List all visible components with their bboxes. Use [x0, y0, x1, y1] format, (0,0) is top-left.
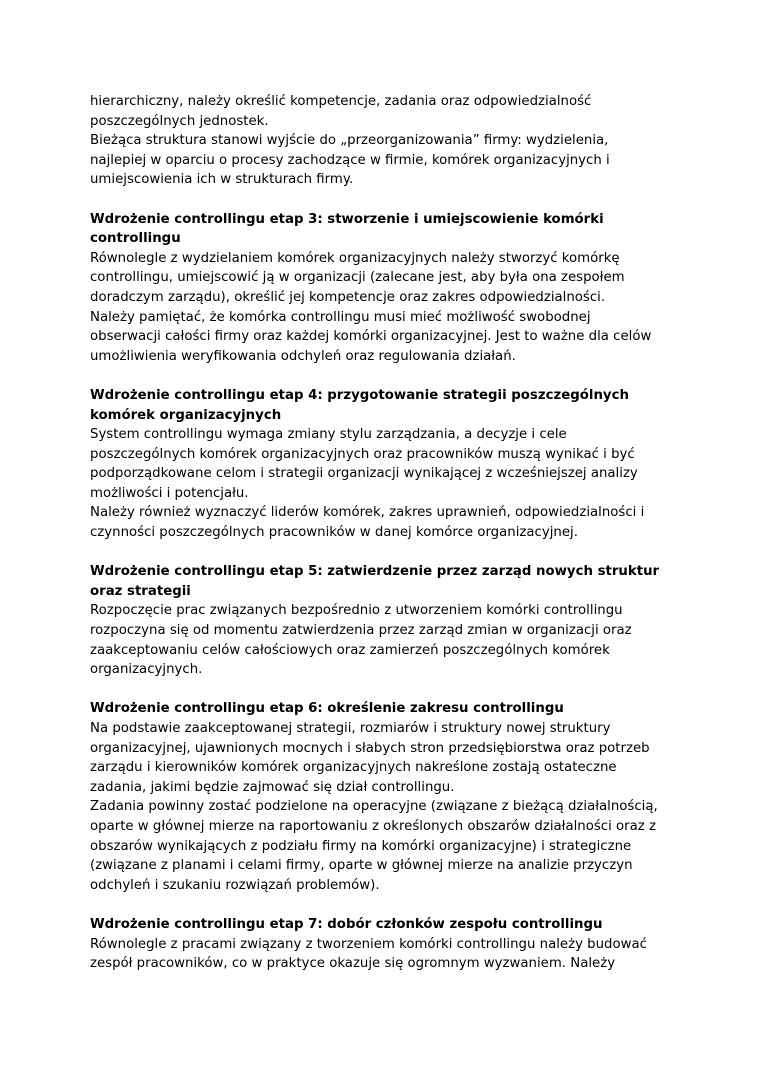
- text-line: hierarchiczny, należy określić kompetencje, zadania oraz odpowiedzialność: [90, 94, 592, 109]
- heading-line: Wdrożenie controllingu etap 4: przygotowanie strategii poszczególnych: [90, 387, 629, 403]
- section-heading: [90, 386, 690, 425]
- text-line: (związane z planami i celami firmy, oparte w głównej mierze na analizie przyczyn: [90, 858, 633, 874]
- intro-paragraph-1: [90, 92, 690, 131]
- section-heading: [90, 915, 690, 935]
- text-line: System controllingu wymaga zmiany stylu zarządzania, a decyzje i cele: [90, 427, 567, 443]
- text-line: zaakceptowaniu celów całościowych oraz zamierzeń poszczególnych komórek: [90, 642, 610, 658]
- heading-line: oraz strategii: [90, 583, 191, 599]
- text-line: zadania, jakimi będzie zajmować się dział controllingu.: [90, 779, 455, 795]
- section-paragraph: [90, 503, 690, 542]
- text-line: Rozpoczęcie prac związanych bezpośrednio z utworzeniem komórki controllingu: [90, 603, 623, 619]
- text-line: rozpoczyna się od momentu zatwierdzenia przez zarząd zmian w organizacji oraz: [90, 623, 632, 639]
- heading-line: Wdrożenie controllingu etap 6: określenie zakresu controllingu: [90, 701, 564, 717]
- text-line: organizacyjnej, ujawnionych mocnych i słabych stron przedsiębiorstwa oraz potrzeb: [90, 740, 650, 756]
- section-stage-6: [90, 699, 690, 895]
- text-line: Równolegle z pracami związany z tworzeniem komórki controllingu należy budować: [90, 936, 647, 952]
- section-paragraph: [90, 719, 690, 797]
- text-line: poszczególnych komórek organizacyjnych oraz pracowników muszą wynikać i być: [90, 446, 635, 462]
- text-line: czynności poszczególnych pracowników w danej komórce organizacyjnej.: [90, 525, 578, 541]
- section-paragraph: [90, 797, 690, 895]
- section-stage-5: [90, 562, 690, 680]
- section-paragraph: [90, 249, 690, 308]
- section-paragraph: [90, 308, 690, 367]
- text-line: obszarów wynikających z podziału firmy na komórki organizacyjne) i strategiczne: [90, 838, 632, 854]
- text-line: najlepiej w oparciu o procesy zachodzące w firmie, komórek organizacyjnych i: [90, 152, 610, 168]
- heading-line: Wdrożenie controllingu etap 3: stworzenie i umiejscowienie komórki: [90, 211, 604, 227]
- section-paragraph: [90, 425, 690, 503]
- section-heading: [90, 562, 690, 601]
- text-line: Należy również wyznaczyć liderów komórek, zakres uprawnień, odpowiedzialności i: [90, 505, 645, 521]
- heading-line: controllingu: [90, 231, 181, 247]
- heading-line: Wdrożenie controllingu etap 5: zatwierdzenie przez zarząd nowych struktur: [90, 564, 660, 580]
- section-paragraph: [90, 601, 690, 679]
- text-line: Na podstawie zaakceptowanej strategii, rozmiarów i struktury nowej struktury: [90, 721, 611, 736]
- text-line: obserwacji całości firmy oraz każdej komórki organizacyjnej. Jest to ważne dla celów: [90, 329, 652, 345]
- text-line: Bieżąca struktura stanowi wyjście do „przeorganizowania” firmy: wydzielenia,: [90, 133, 609, 149]
- text-line: zarządu i kierowników komórek organizacyjnych nakreślone zostają ostateczne: [90, 760, 617, 776]
- text-line: umożliwienia weryfikowania odchyleń oraz regulowania działań.: [90, 348, 516, 364]
- text-line: Równolegle z wydzielaniem komórek organizacyjnych należy stworzyć komórkę: [90, 250, 620, 266]
- text-line: możliwości i potencjału.: [90, 485, 249, 501]
- text-line: umiejscowienia ich w strukturach firmy.: [90, 172, 354, 188]
- text-line: odchyleń i szukaniu rozwiązań problemów).: [90, 877, 380, 893]
- text-line: podporządkowane celom i strategii organizacji wynikającej z wcześniejszej analizy: [90, 466, 638, 482]
- document-body: [90, 92, 690, 974]
- text-line: Zadania powinny zostać podzielone na operacyjne (związane z bieżącą działalnością,: [90, 799, 658, 815]
- section-stage-7: [90, 915, 690, 974]
- section-paragraph: [90, 935, 690, 974]
- intro-paragraph-2: [90, 131, 690, 190]
- text-line: organizacyjnych.: [90, 662, 203, 678]
- text-line: poszczególnych jednostek.: [90, 113, 269, 129]
- heading-line: komórek organizacyjnych: [90, 407, 282, 423]
- text-line: zespół pracowników, co w praktyce okazuje się ogromnym wyzwaniem. Należy: [90, 956, 616, 972]
- text-line: doradczym zarządu), określić jej kompetencje oraz zakres odpowiedzialności.: [90, 289, 606, 305]
- text-line: Należy pamiętać, że komórka controllingu musi mieć możliwość swobodnej: [90, 309, 591, 325]
- text-line: oparte w głównej mierze na raportowaniu z określonych obszarów działalności oraz z: [90, 818, 656, 834]
- section-stage-4: [90, 386, 690, 543]
- section-heading: [90, 210, 690, 249]
- heading-line: Wdrożenie controllingu etap 7: dobór członków zespołu controllingu: [90, 916, 603, 932]
- section-stage-3: [90, 210, 690, 367]
- text-line: controllingu, umiejscowić ją w organizacji (zalecane jest, aby była ona zespołem: [90, 270, 625, 286]
- section-heading: [90, 699, 690, 719]
